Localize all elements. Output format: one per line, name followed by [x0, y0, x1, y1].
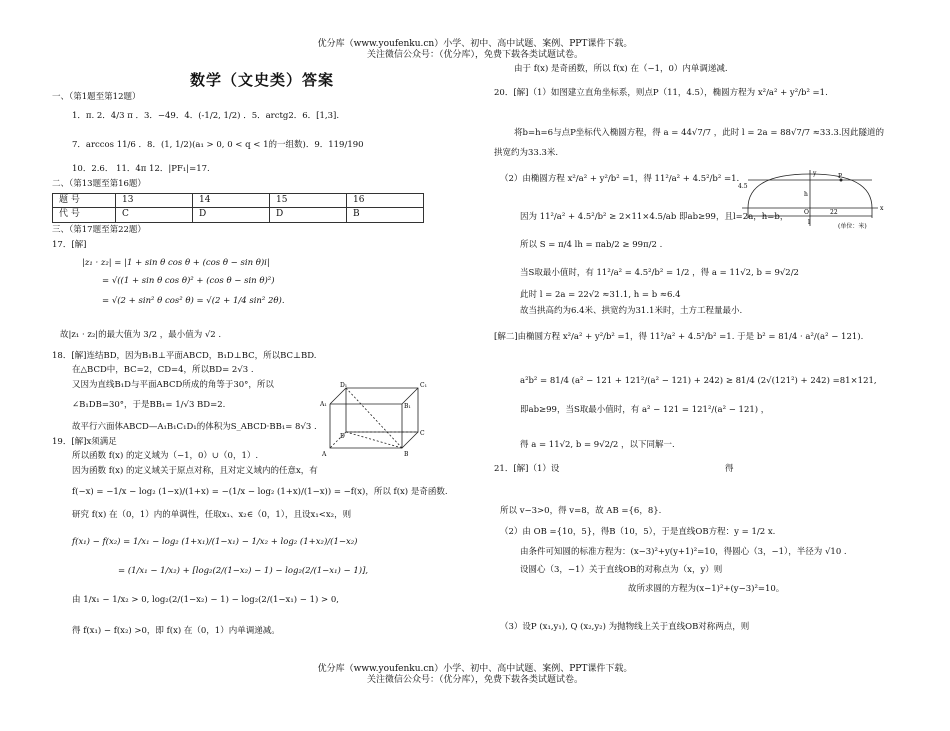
- q19-line-5: 研究 f(x) 在（0，1）内的单调性，任取x₁、x₂∈（0，1），且设x₁<x₂，则: [72, 510, 352, 520]
- q17-eq-2: = √((1 + sin θ cos θ)² + (cos θ − sin θ)²): [102, 276, 275, 286]
- table-cell: 13: [116, 194, 193, 208]
- q21-line-3: （2）由 OB ={10，5}，得B（10，5），于是直线OB方程：y = 1/2 x.: [500, 527, 776, 537]
- label-c1: C₁: [420, 382, 427, 389]
- q18-line-4: ∠B₁DB=30°，于是BB₁= 1/√3 BD=2.: [72, 400, 226, 410]
- header-line1: 优分库（www.youfenku.cn）小学、初中、高中试题、案例、PPT课件下载。: [317, 39, 633, 49]
- label-h: h: [804, 191, 808, 198]
- label-y: y: [813, 170, 817, 177]
- label-l: l: [808, 219, 810, 226]
- label-d: D: [340, 433, 345, 440]
- label-d1: D₁: [340, 382, 348, 389]
- answer-line-2: 7．arccos 11/6 ．8．(1, 1/2)(a₁ > 0, 0 < q < 1的一组数)．9．119/190: [72, 140, 364, 150]
- q19-line-7: = (1/x₁ − 1/x₂) + [log₂(2/(1−x₂) − 1) − log₂(2/(1−x₁) − 1)],: [118, 566, 369, 576]
- q18-line-1: 18．[解]连结BD，因为B₁B⊥平面ABCD，B₁D⊥BC，所以BC⊥BD.: [52, 351, 317, 361]
- q21-line-1b: 得: [725, 464, 734, 474]
- q20-line-3: 拱宽约为33.3米.: [494, 148, 559, 158]
- q19-line-3: 因为函数 f(x) 的定义域关于原点对称，且对定义域内的任意x，有: [72, 466, 318, 476]
- section-2-heading: 二、（第13题至第16题）: [52, 179, 146, 189]
- footer-line1: 优分库（www.youfenku.cn）小学、初中、高中试题、案例、PPT课件下载。: [317, 664, 633, 674]
- table-cell: D: [270, 208, 347, 222]
- q18-line-3: 又因为直线B₁D与平面ABCD所成的角等于30°，所以: [72, 380, 274, 390]
- label-unit: (单位：米): [838, 223, 867, 230]
- q20-line-12: 即ab≥99，当S取最小值时，有 a² − 121 = 121²/(a² − 121) ，: [520, 405, 770, 415]
- label-a: A: [322, 451, 327, 458]
- q19-line-1: 19．[解]x须满足: [52, 437, 117, 447]
- figure-edge: [346, 388, 418, 432]
- label-x: x: [880, 205, 884, 212]
- q21-line-7: （3）设P (x₁,y₁), Q (x₂,y₂) 为抛物线上关于直线OB对称两点，则: [500, 622, 750, 632]
- q21-line-5: 设圆心（3，−1）关于直线OB的对称点为（x，y）则: [520, 565, 723, 575]
- r-line-1: 由于 f(x) 是奇函数，所以 f(x) 在（−1，0）内单调递减.: [514, 64, 728, 74]
- q18-line-5: 故平行六面体ABCD—A₁B₁C₁D₁的体积为S_ABCD·BB₁= 8√3 .: [72, 422, 317, 432]
- table-cell: C: [116, 208, 193, 222]
- q19-line-8: 由 1/x₁ − 1/x₂ > 0, log₂(2/(1−x₂) − 1) − log₂(2/(1−x₁) − 1) > 0,: [72, 595, 339, 605]
- table-cell: 代 号: [53, 208, 116, 222]
- q21-line-4: 由条件可知圆的标准方程为：(x−3)²+y(y+1)²=10，得圆心（3，−1），半径为 √10 .: [520, 547, 847, 557]
- q18-line-2: 在△BCD中，BC=2，CD=4，所以BD= 2√3 .: [72, 365, 254, 375]
- label-a1: A₁: [320, 401, 327, 408]
- table-cell: D: [193, 208, 270, 222]
- q20-line-1: 20．[解]（1）如图建立直角坐标系，则点P（11，4.5），椭圆方程为 x²/a² + y²/b² =1.: [494, 88, 828, 98]
- answer-line-1: 1．π. 2．4/3 π ．3．−49．4．(-1/2, 1/2) ．5．arctg2．6．[1,3].: [72, 111, 340, 121]
- q19-line-9: 得 f(x₁) − f(x₂) >0，即 f(x) 在（0，1）内单调递减。: [72, 626, 280, 636]
- q21-line-6: 故所求圆的方程为(x−1)²+(y−3)²=10。: [628, 584, 785, 594]
- answer-table: [52, 193, 424, 223]
- footer-line2: 关注微信公众号：（优分库），免费下载各类试题试卷。: [366, 675, 583, 685]
- q20-line-2: 将b=h=6与点P坐标代入椭圆方程，得 a = 44√7/7 ，此时 l = 2a = 88√7/7 ≈33.3.因此隧道的: [514, 128, 885, 138]
- table-cell: 16: [347, 194, 424, 208]
- q20-line-11: a²b² = 81/4 (a² − 121 + 121²/(a² − 121) + 242) ≥ 81/4 (2√(121²) + 242) =81×121,: [520, 376, 877, 386]
- label-b1: B₁: [404, 403, 411, 410]
- q20-line-10: [解二]由椭圆方程 x²/a² + y²/b² =1，得 11²/a² + 4.5²/b² =1. 于是 b² = 81/4 · a²/(a² − 121).: [494, 332, 864, 342]
- section-3-heading: 三、（第17题至第22题）: [52, 225, 146, 235]
- q20-line-7: 当S取最小值时，有 11²/a² = 4.5²/b² = 1/2 ，得 a = 11√2, b = 9√2/2: [520, 268, 799, 278]
- table-cell: 14: [193, 194, 270, 208]
- table-cell: 题 号: [53, 194, 116, 208]
- q20-line-4: （2）由椭圆方程 x²/a² + y²/b² =1，得 11²/a² + 4.5²/b² =1.: [500, 174, 740, 184]
- answer-line-3: 10．2.6． 11．4π 12．|PF₁|=17.: [72, 164, 210, 174]
- table-cell: B: [347, 208, 424, 222]
- q21-line-1: 21．[解]（1）设: [494, 464, 560, 474]
- label-c: C: [420, 430, 425, 437]
- q19-line-6: f(x₁) − f(x₂) = 1/x₁ − log₂ (1+x₁)/(1−x₁) − 1/x₂ + log₂ (1+x₂)/(1−x₂): [72, 537, 358, 547]
- q20-line-8: 此时 l = 2a = 22√2 ≈31.1, h = b ≈6.4: [520, 290, 681, 300]
- label-45: 4.5: [738, 183, 748, 190]
- q17-label: 17．[解]: [52, 240, 87, 250]
- q17-eq-1: |z₁ · z₂| = |1 + sin θ cos θ + (cos θ − sin θ)i|: [82, 258, 270, 268]
- table-row: [53, 194, 424, 208]
- parallelepiped-figure: [318, 380, 436, 460]
- q19-line-2: 所以函数 f(x) 的定义域为（−1，0）∪（0，1）.: [72, 451, 259, 461]
- table-row: [53, 208, 424, 222]
- page-title: 数学（文史类）答案: [190, 71, 335, 89]
- q20-line-9: 故当拱高约为6.4米、拱宽约为31.1米时，土方工程量最小.: [520, 306, 743, 316]
- label-22: 22: [830, 209, 838, 216]
- label-b: B: [404, 451, 409, 458]
- q21-line-2: 所以 v−3>0，得 v=8，故 AB ={6，8}.: [500, 506, 662, 516]
- header-line2: 关注微信公众号：（优分库），免费下载各类试题试卷。: [366, 50, 583, 60]
- label-o: O: [804, 209, 809, 216]
- table-cell: 15: [270, 194, 347, 208]
- q17-eq-3: = √(2 + sin² θ cos² θ) = √(2 + 1/4 sin² 2θ).: [102, 296, 285, 306]
- section-1-heading: 一、（第1题至第12题）: [52, 92, 141, 102]
- q20-line-13: 得 a = 11√2, b = 9√2/2 ，以下同解一.: [520, 440, 675, 450]
- q20-line-6: 所以 S = π/4 lh = πab/2 ≥ 99π/2 .: [520, 240, 663, 250]
- label-p: P: [838, 173, 843, 180]
- q19-line-4: f(−x) = −1/x − log₂ (1−x)/(1+x) = −(1/x − log₂ (1+x)/(1−x)) = −f(x)，所以 f(x) 是奇函数.: [72, 487, 448, 497]
- q17-conclusion: 故|z₁ · z₂|的最大值为 3/2 ，最小值为 √2 .: [60, 330, 222, 340]
- q20-line-5: 因为 11²/a² + 4.5²/b² ≥ 2×11×4.5/ab 即ab≥99，且l=2a，h=b，: [520, 212, 789, 222]
